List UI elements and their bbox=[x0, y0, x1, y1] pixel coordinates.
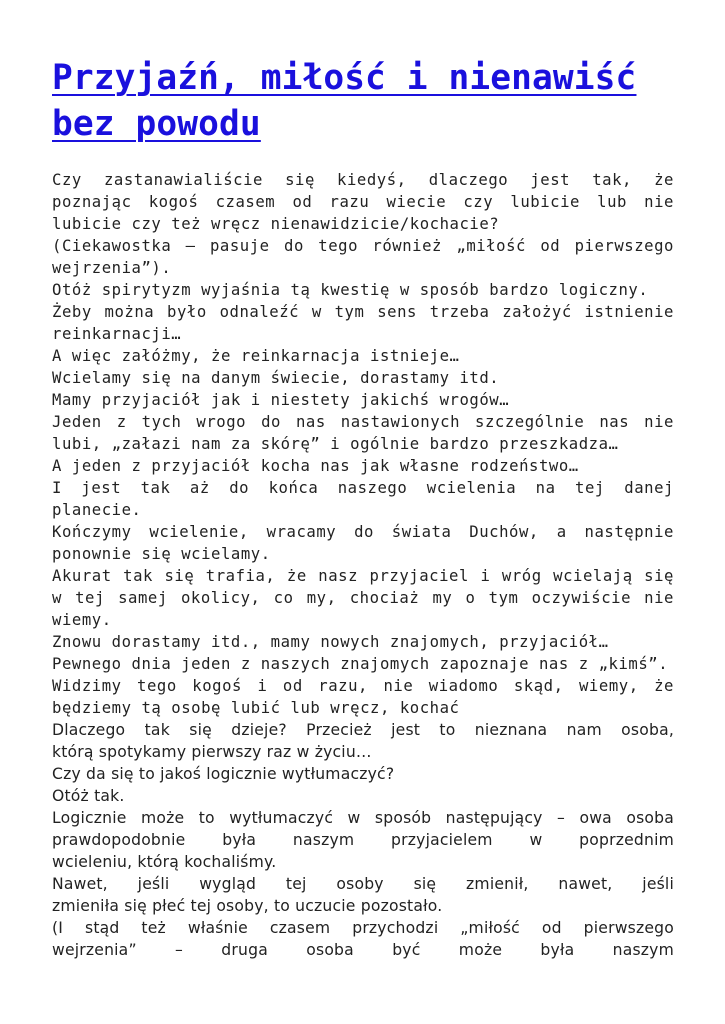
text-line: reinkarnacji… bbox=[52, 325, 182, 343]
text-line: Nawet, jeśli wygląd tej osoby się zmienił, nawet, jeśli bbox=[52, 875, 674, 893]
text-line: Otóż spirytyzm wyjaśnia tą kwestię w sposób bardzo logiczny. bbox=[52, 281, 649, 299]
text-line: którą spotykamy pierwszy raz w życiu… bbox=[52, 743, 372, 761]
text-line: I jest tak aż do końca naszego wcielenia na tej danej bbox=[52, 479, 674, 497]
text-line: będziemy tą osobę lubić lub wręcz, kochać bbox=[52, 699, 460, 717]
text-line: Akurat tak się trafia, że nasz przyjaciel i wróg wcielają się bbox=[52, 567, 674, 585]
text-line: poznając kogoś czasem od razu wiecie czy lubicie lub nie bbox=[52, 193, 674, 211]
text-line: Logicznie może to wytłumaczyć w sposób następujący – owa osoba bbox=[52, 809, 674, 827]
text-line: Czy da się to jakoś logicznie wytłumaczyć? bbox=[52, 765, 395, 783]
text-line: Otóż tak. bbox=[52, 787, 125, 805]
article-title-link[interactable] bbox=[52, 58, 636, 144]
text-line: prawdopodobnie była naszym przyjacielem w poprzednim bbox=[52, 831, 674, 849]
text-line: wejrzenia”). bbox=[52, 259, 172, 277]
text-line: wejrzenia” – druga osoba być może była naszym bbox=[52, 941, 674, 959]
text-line: A więc załóżmy, że reinkarnacja istnieje… bbox=[52, 347, 460, 365]
text-line: Jeden z tych wrogo do nas nastawionych szczególnie nas nie bbox=[52, 413, 674, 431]
text-line: Pewnego dnia jeden z naszych znajomych zapoznaje nas z „kimś”. bbox=[52, 655, 669, 673]
text-line: lubi, „załazi nam za skórę” i ogólnie bardzo przeszkadza… bbox=[52, 435, 619, 453]
text-line: Znowu dorastamy itd., mamy nowych znajomych, przyjaciół… bbox=[52, 633, 609, 651]
article bbox=[52, 55, 674, 961]
title-line-1[interactable]: Przyjaźń, miłość i nienawiść bbox=[52, 58, 637, 98]
text-line: lubicie czy też wręcz nienawidzicie/kochacie? bbox=[52, 215, 500, 233]
text-line: wcieleniu, którą kochaliśmy. bbox=[52, 853, 277, 871]
text-line: zmieniła się płeć tej osoby, to uczucie pozostało. bbox=[52, 897, 443, 915]
text-line: Kończymy wcielenie, wracamy do świata Duchów, a następnie bbox=[52, 523, 674, 541]
article-body bbox=[52, 169, 674, 961]
title-line-2[interactable]: bez powodu bbox=[52, 104, 261, 144]
text-line: (I stąd też właśnie czasem przychodzi „miłość od pierwszego bbox=[52, 919, 674, 937]
text-line: A jeden z przyjaciół kocha nas jak własne rodzeństwo… bbox=[52, 457, 579, 475]
article-title[interactable] bbox=[52, 55, 674, 147]
text-line: Żeby można było odnaleźć w tym sens trzeba założyć istnienie bbox=[52, 303, 674, 321]
text-line: Wcielamy się na danym świecie, dorastamy itd. bbox=[52, 369, 500, 387]
text-line: ponownie się wcielamy. bbox=[52, 545, 271, 563]
text-line: Czy zastanawialiście się kiedyś, dlaczego jest tak, że bbox=[52, 171, 674, 189]
text-line: Widzimy tego kogoś i od razu, nie wiadomo skąd, wiemy, że bbox=[52, 677, 674, 695]
text-line: (Ciekawostka – pasuje do tego również „miłość od pierwszego bbox=[52, 237, 674, 255]
text-line: w tej samej okolicy, co my, chociaż my o tym oczywiście nie bbox=[52, 589, 674, 607]
text-line: planecie. bbox=[52, 501, 142, 519]
text-line: Mamy przyjaciół jak i niestety jakichś wrogów… bbox=[52, 391, 510, 409]
text-line: Dlaczego tak się dzieje? Przecież jest to nieznana nam osoba, bbox=[52, 721, 674, 739]
text-line: wiemy. bbox=[52, 611, 112, 629]
